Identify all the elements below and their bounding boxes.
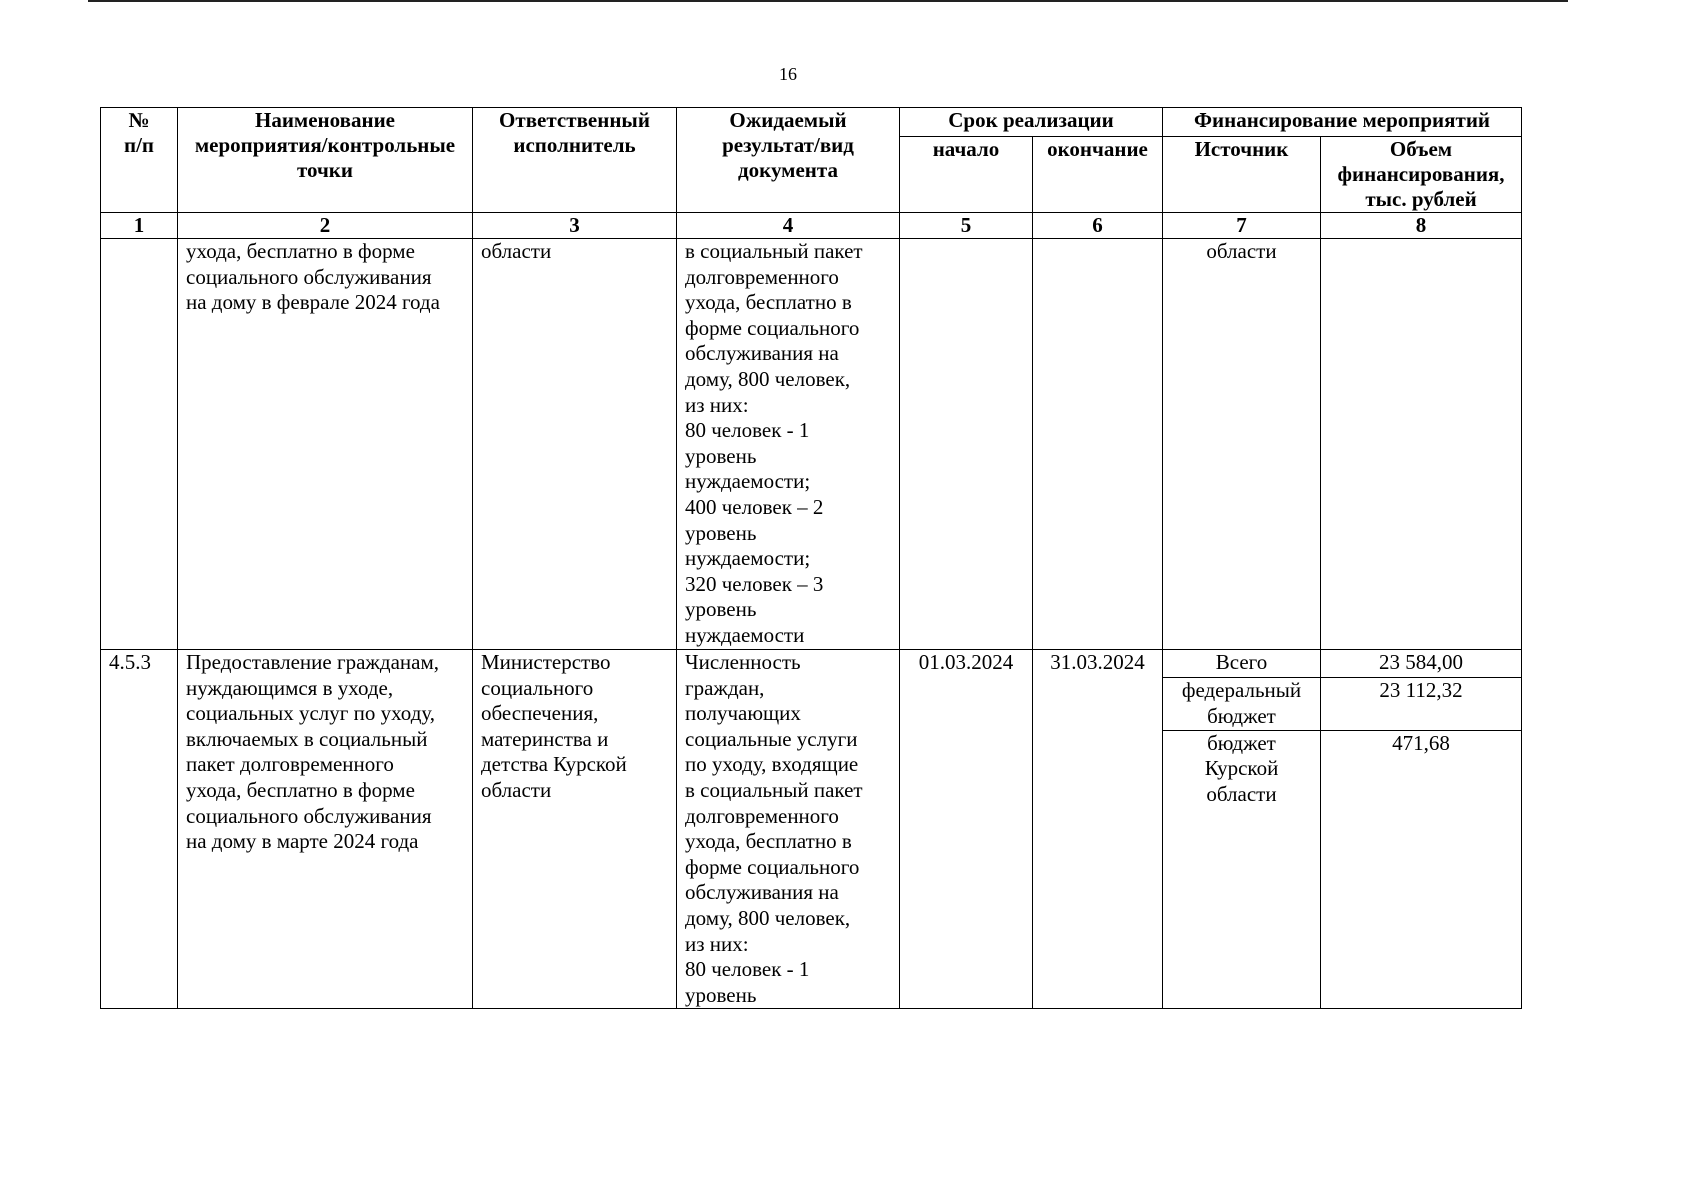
table-row xyxy=(101,239,1522,650)
header-volume: Объем финансирования, тыс. рублей xyxy=(1321,137,1522,213)
column-number: 7 xyxy=(1163,213,1321,239)
header-source: Источник xyxy=(1163,137,1321,213)
funding-source: федеральный бюджет xyxy=(1163,678,1321,731)
header-number: № п/п xyxy=(101,108,178,213)
funding-source: бюджет Курской области xyxy=(1163,730,1321,1008)
action-name: Предоставление гражданам, нуждающимся в уходе, социальных услуг по уходу, включаемых в социальный пакет долговременного ухода, бесплатно в форме социального обслуживания на дому в марте 2024 года xyxy=(178,650,473,1009)
scan-top-border xyxy=(88,0,1568,2)
row-number: 4.5.3 xyxy=(101,650,178,1009)
header-action-name: Наименование мероприятия/контрольные точки xyxy=(178,108,473,213)
column-number: 6 xyxy=(1033,213,1163,239)
column-numbers-row xyxy=(101,213,1522,239)
start-date xyxy=(900,239,1033,650)
end-date xyxy=(1033,239,1163,650)
funding-source: области xyxy=(1163,239,1321,650)
header-responsible: Ответственный исполнитель xyxy=(473,108,677,213)
table-row xyxy=(101,650,1522,678)
column-number: 2 xyxy=(178,213,473,239)
expected-result: в социальный пакет долговременного ухода, бесплатно в форме социального обслуживания на дому, 800 человек, из них: 80 человек - 1 уровень нуждаемости; 400 человек – 2 уровень нуждаемости; 320 человек – 3 уровень нуждаемости xyxy=(677,239,900,650)
funding-volume: 23 584,00 xyxy=(1321,650,1522,678)
column-number: 1 xyxy=(101,213,178,239)
header-financing: Финансирование мероприятий xyxy=(1163,108,1522,137)
action-name: ухода, бесплатно в форме социального обслуживания на дому в феврале 2024 года xyxy=(178,239,473,650)
header-end: окончание xyxy=(1033,137,1163,213)
header-period: Срок реализации xyxy=(900,108,1163,137)
header-expected-result: Ожидаемый результат/вид документа xyxy=(677,108,900,213)
responsible: области xyxy=(473,239,677,650)
header-start: начало xyxy=(900,137,1033,213)
responsible: Министерство социального обеспечения, материнства и детства Курской области xyxy=(473,650,677,1009)
start-date: 01.03.2024 xyxy=(900,650,1033,1009)
funding-volume: 23 112,32 xyxy=(1321,678,1522,731)
page-number: 16 xyxy=(779,64,797,84)
column-number: 8 xyxy=(1321,213,1522,239)
column-number: 4 xyxy=(677,213,900,239)
column-number: 5 xyxy=(900,213,1033,239)
funding-volume xyxy=(1321,239,1522,650)
action-plan-table xyxy=(100,107,1522,1009)
row-number xyxy=(101,239,178,650)
column-number: 3 xyxy=(473,213,677,239)
funding-source: Всего xyxy=(1163,650,1321,678)
funding-volume: 471,68 xyxy=(1321,730,1522,1008)
expected-result: Численность граждан, получающих социальные услуги по уходу, входящие в социальный пакет долговременного ухода, бесплатно в форме социального обслуживания на дому, 800 человек, из них: 80 человек - 1 уровень xyxy=(677,650,900,1009)
end-date: 31.03.2024 xyxy=(1033,650,1163,1009)
